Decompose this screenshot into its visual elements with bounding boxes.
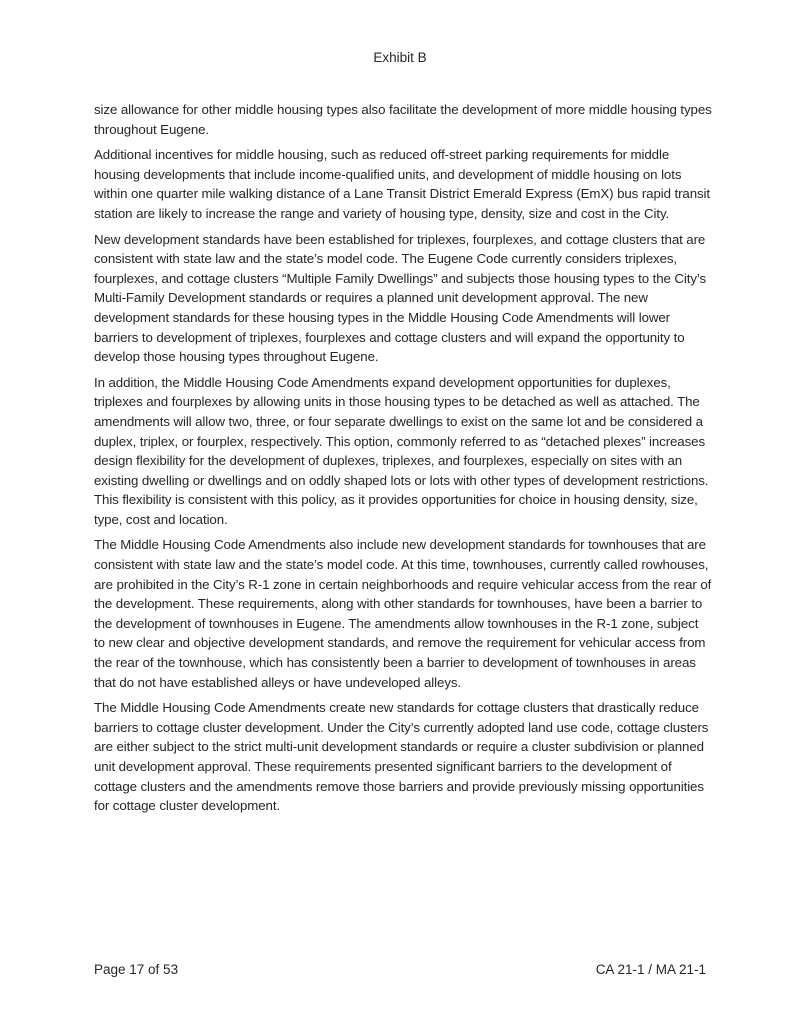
page-header: Exhibit B <box>373 50 427 65</box>
paragraph-additional-incentives: Additional incentives for middle housing, such as reduced off-street parking requirements for middle housing developments that include income-qualified units, and development of middle housing on lots within one quarter mile walking distance of a Lane Transit District Emerald Express (EmX) bus rapid transit station are likely to increase the range and variety of housing type, density, size and cost in the City. <box>94 147 710 221</box>
page-number: Page 17 of 53 <box>94 962 179 977</box>
paragraph-detached-plexes: In addition, the Middle Housing Code Amendments expand development opportunities for duplexes, triplexes and fourplexes by allowing units in those housing types to be detached as well as attached. The amendments will allow two, three, or four separate dwellings to exist on the same lot and be considered a duplex, triplex, or fourplex, respectively. This option, commonly referred to as “detached plexes” increases design flexibility for the development of duplexes, triplexes, and fourplexes, especially on sites with an existing dwelling or dwellings and on oddly shaped lots or lots with other types of development restrictions. This flexibility is consistent with this policy, as it provides opportunities for choice in housing density, size, type, cost and location. <box>94 374 709 527</box>
paragraph-new-development-standards: New development standards have been established for triplexes, fourplexes, and cottage clusters that are consistent with state law and the state’s model code. The Eugene Code currently considers triplexes, fourplexes, and cottage clusters “Multiple Family Dwellings” and subjects those housing types to the City’s Multi-Family Development standards or requires a planned unit development approval. The new development standards for these housing types in the Middle Housing Code Amendments will lower barriers to development of triplexes, fourplexes and cottage clusters and will expand the opportunity to develop those housing types throughout Eugene. <box>94 231 707 365</box>
paragraph-cottage-clusters: The Middle Housing Code Amendments create new standards for cottage clusters that drastically reduce barriers to cottage cluster development. Under the City’s currently adopted land use code, cottage clusters are either subject to the strict multi-unit development standards or require a cluster subdivision or planned unit development approval. These requirements presented significant barriers to the development of cottage clusters and the amendments remove those barriers and provide previously missing opportunities for cottage cluster development. <box>94 700 709 814</box>
document-body <box>94 100 712 822</box>
document-id: CA 21-1 / MA 21-1 <box>595 962 706 977</box>
paragraph-townhouses: The Middle Housing Code Amendments also include new development standards for townhouses that are consistent with state law and the state’s model code. At this time, townhouses, currently called rowhouses, are prohibited in the City’s R-1 zone in certain neighborhoods and require vehicular access from the rear of the development. These requirements, along with other standards for townhouses, have been a barrier to the development of townhouses in Eugene. The amendments allow townhouses in the R-1 zone, subject to new clear and objective development standards, and remove the requirement for vehicular access from the rear of the townhouse, which has consistently been a barrier to development of townhouses in areas that do not have established alleys or have undeveloped alleys. <box>94 537 712 690</box>
paragraph-middle-housing-size-allowance: size allowance for other middle housing types also facilitate the development of more middle housing types throughout Eugene. <box>94 102 712 137</box>
